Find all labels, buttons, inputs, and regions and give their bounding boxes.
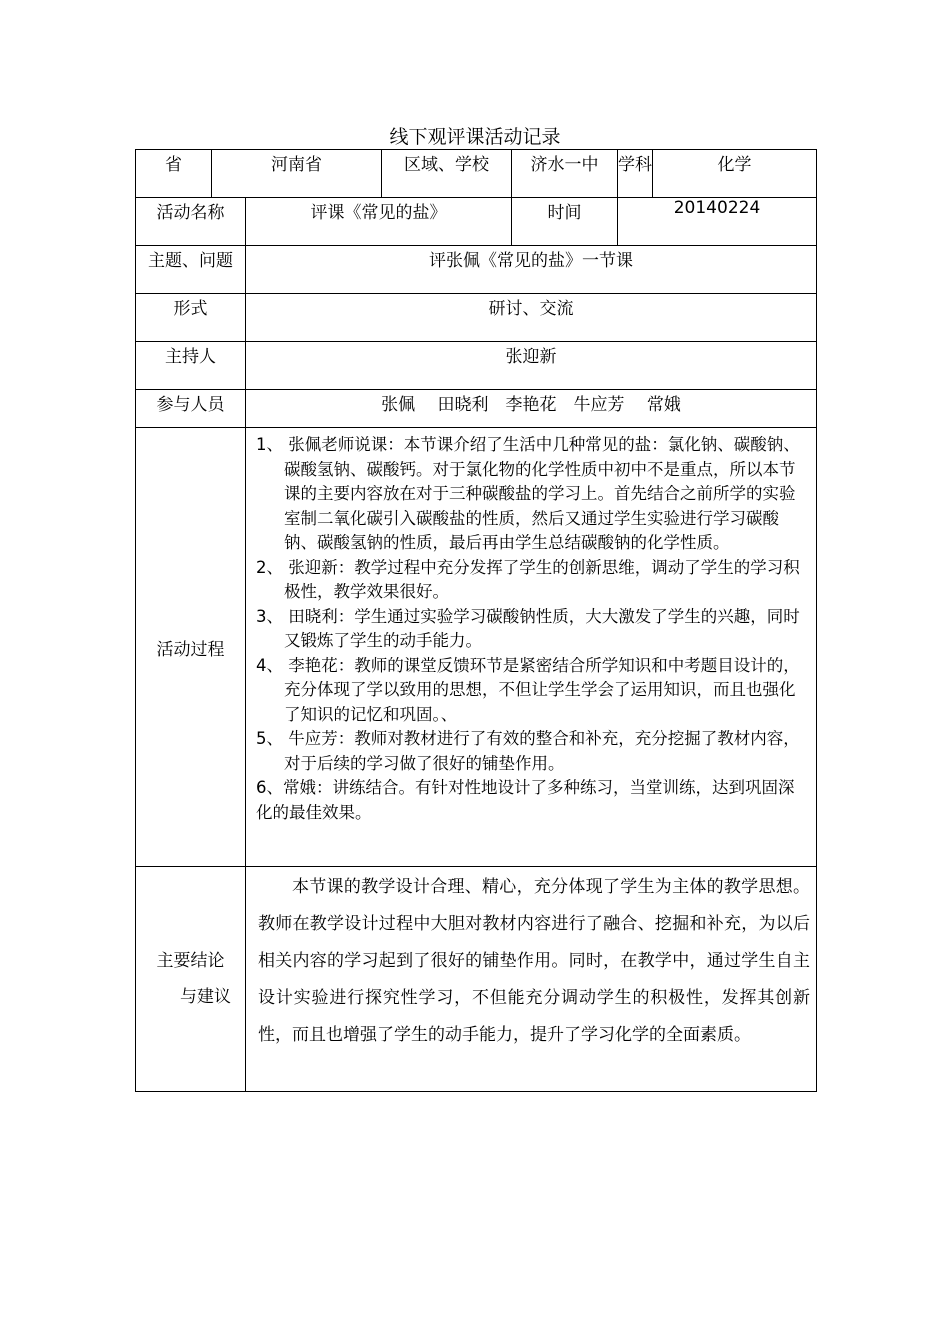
conclusion-content bbox=[246, 867, 817, 1092]
process-item: 5、 牛应芳：教师对教材进行了有效的整合和补充，充分挖掘了教材内容，对于后续的学习做了很好的铺垫作用。 bbox=[256, 729, 800, 773]
table-row-conclusion bbox=[136, 867, 817, 1092]
table-row-participants bbox=[136, 390, 817, 428]
document-title: 线下观评课活动记录 bbox=[389, 126, 561, 148]
format-label: 形式 bbox=[136, 294, 246, 342]
process-label: 活动过程 bbox=[136, 428, 246, 867]
region-value: 济水一中 bbox=[512, 150, 618, 198]
process-item: 2、 张迎新：教学过程中充分发挥了学生的创新思维，调动了学生的学习积极性，教学效果很好。 bbox=[256, 557, 800, 601]
process-item: 3、 田晓利：学生通过实验学习碳酸钠性质，大大激发了学生的兴趣，同时又锻炼了学生的动手能力。 bbox=[256, 606, 800, 650]
table-row-basic-info bbox=[136, 150, 817, 198]
host-value: 张迎新 bbox=[246, 342, 817, 390]
conclusion-label-line2: 与建议 bbox=[180, 987, 231, 1007]
table-row-host bbox=[136, 342, 817, 390]
time-label: 时间 bbox=[512, 198, 618, 246]
table-row-process bbox=[136, 428, 817, 867]
process-item: 1、 张佩老师说课：本节课介绍了生活中几种常见的盐：氯化钠、碳酸钠、碳酸氢钠、碳酸钙。对于氯化物的化学性质中初中不是重点，所以本节课的主要内容放在对于三种碳酸盐的学习上。首先结合之前所学的实验室制二氧化碳引入碳酸盐的性质，然后又通过学生实验进行学习碳酸钠、碳酸氢钠的性质，最后再由学生总结碳酸钠的化学性质。 bbox=[256, 435, 800, 552]
province-label: 省 bbox=[136, 150, 212, 198]
province-value: 河南省 bbox=[212, 150, 382, 198]
table-row-topic bbox=[136, 246, 817, 294]
participants-label: 参与人员 bbox=[136, 390, 246, 428]
time-value: 20140224 bbox=[618, 198, 817, 246]
format-value: 研讨、交流 bbox=[246, 294, 817, 342]
process-content bbox=[246, 428, 817, 867]
activity-name-label: 活动名称 bbox=[136, 198, 246, 246]
subject-label: 学科 bbox=[618, 150, 653, 198]
conclusion-label bbox=[136, 867, 246, 1092]
topic-label: 主题、问题 bbox=[136, 246, 246, 294]
subject-value: 化学 bbox=[653, 150, 817, 198]
host-label: 主持人 bbox=[136, 342, 246, 390]
table-row-format bbox=[136, 294, 817, 342]
table-row-activity bbox=[136, 198, 817, 246]
activity-record-table bbox=[135, 149, 817, 1092]
topic-value: 评张佩《常见的盐》一节课 bbox=[246, 246, 817, 294]
process-item: 6、常娥：讲练结合。有针对性地设计了多种练习，当堂训练，达到巩固深化的最佳效果。 bbox=[256, 778, 795, 822]
activity-name-value: 评课《常见的盐》 bbox=[246, 198, 512, 246]
region-label: 区域、学校 bbox=[382, 150, 512, 198]
participants-value: 张佩 田晓利 李艳花 牛应芳 常娥 bbox=[246, 390, 817, 428]
conclusion-label-line1: 主要结论 bbox=[156, 951, 225, 971]
conclusion-text: 本节课的教学设计合理、精心，充分体现了学生为主体的教学思想。教师在教学设计过程中大胆对教材内容进行了融合、挖掘和补充，为以后相关内容的学习起到了很好的铺垫作用。同时，在教学中，通过学生自主设计实验进行探究性学习，不但能充分调动学生的积极性，发挥其创新性，而且也增强了学生的动手能力，提升了学习化学的全面素质。 bbox=[258, 877, 810, 1045]
process-item: 4、 李艳花：教师的课堂反馈环节是紧密结合所学知识和中考题目设计的，充分体现了学以致用的思想，不但让学生学会了运用知识，而且也强化了知识的记忆和巩固。、 bbox=[256, 655, 800, 724]
